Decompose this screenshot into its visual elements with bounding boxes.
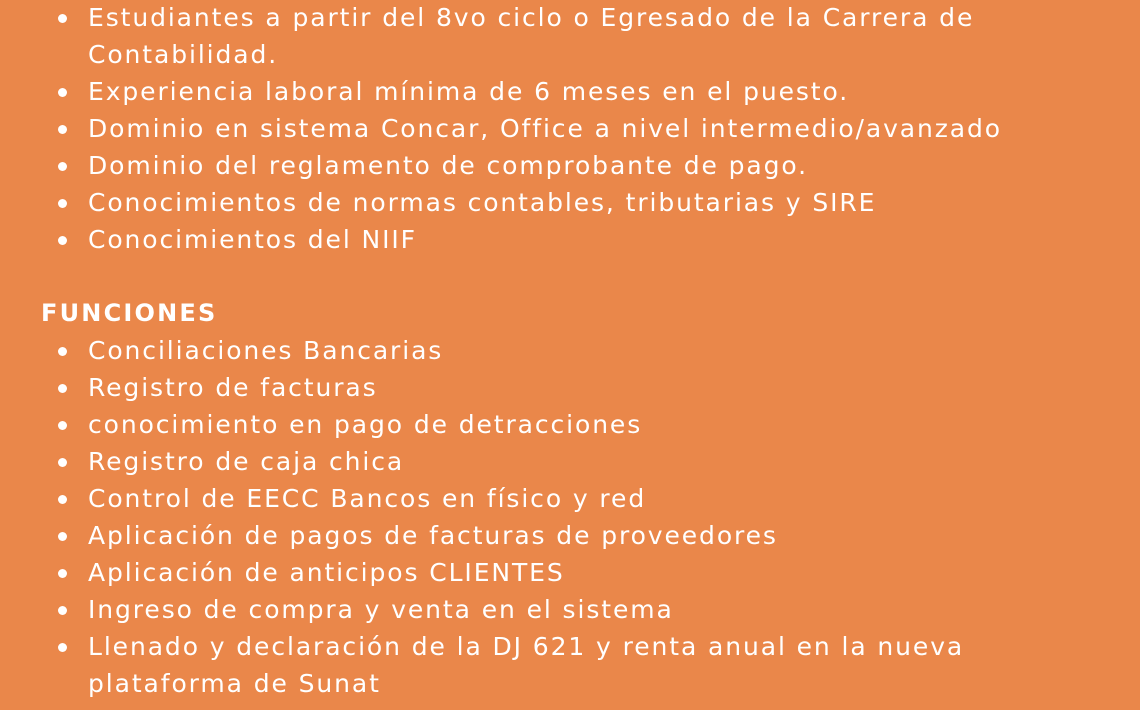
function-text: Ingreso de compra y venta en el sistema [88, 595, 674, 624]
function-text: conocimiento en pago de detracciones [88, 410, 643, 439]
requirement-text: Conocimientos del NIIF [88, 225, 417, 254]
bullet-icon [58, 384, 67, 393]
list-item [0, 591, 1140, 628]
list-item [0, 554, 1140, 591]
list-item [0, 480, 1140, 517]
function-text: Aplicación de pagos de facturas de proveedores [88, 521, 778, 550]
bullet-icon [58, 347, 67, 356]
list-item [0, 369, 1140, 406]
requirement-text: Conocimientos de normas contables, tributarias y SIRE [88, 188, 877, 217]
function-text: Aplicación de anticipos CLIENTES [88, 558, 565, 587]
list-item [0, 0, 1140, 73]
funciones-heading: FUNCIONES [41, 299, 218, 327]
bullet-icon [58, 236, 67, 245]
bullet-icon [58, 125, 67, 134]
requirement-text: Estudiantes a partir del 8vo ciclo o Egresado de la Carrera de Contabilidad. [88, 3, 975, 69]
list-item [0, 443, 1140, 480]
function-text: Registro de caja chica [88, 447, 405, 476]
list-item [0, 73, 1140, 110]
list-item [0, 184, 1140, 221]
functions-list [0, 332, 1140, 702]
list-item [0, 147, 1140, 184]
list-item [0, 517, 1140, 554]
bullet-icon [58, 458, 67, 467]
function-text: Conciliaciones Bancarias [88, 336, 444, 365]
bullet-icon [58, 199, 67, 208]
bullet-icon [58, 421, 67, 430]
requirement-text: Experiencia laboral mínima de 6 meses en el puesto. [88, 77, 850, 106]
list-item [0, 628, 1140, 702]
list-item [0, 332, 1140, 369]
bullet-icon [58, 569, 67, 578]
list-item [0, 406, 1140, 443]
bullet-icon [58, 532, 67, 541]
requirement-text: Dominio del reglamento de comprobante de pago. [88, 151, 808, 180]
list-item [0, 221, 1140, 258]
requirements-list [0, 0, 1140, 258]
bullet-icon [58, 88, 67, 97]
requirement-text: Dominio en sistema Concar, Office a nivel intermedio/avanzado [88, 114, 1002, 143]
bullet-icon [58, 643, 67, 652]
function-text: Llenado y declaración de la DJ 621 y renta anual en la nueva plataforma de Sunat [88, 632, 965, 698]
list-item [0, 110, 1140, 147]
bullet-icon [58, 162, 67, 171]
function-text: Registro de facturas [88, 373, 378, 402]
function-text: Control de EECC Bancos en físico y red [88, 484, 647, 513]
bullet-icon [58, 495, 67, 504]
bullet-icon [58, 14, 67, 23]
bullet-icon [58, 606, 67, 615]
